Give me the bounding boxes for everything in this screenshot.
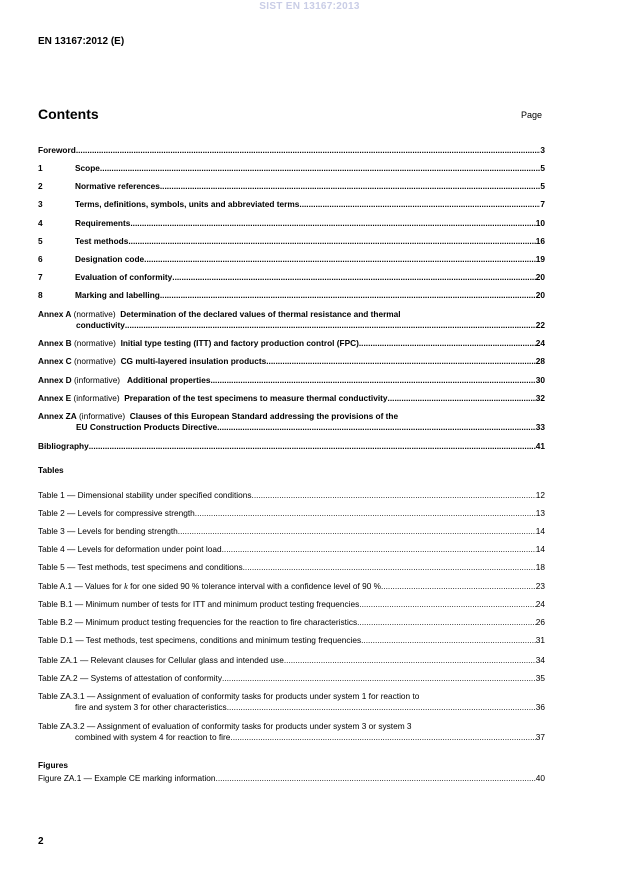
toc-page: 14 xyxy=(535,544,545,554)
toc-page: 20 xyxy=(535,272,545,282)
watermark: SIST EN 13167:2013 xyxy=(259,1,360,12)
toc-table-entry[interactable] xyxy=(38,562,545,573)
figure-label: Figure ZA.1 — Example CE marking information xyxy=(38,773,216,783)
toc-page: 36 xyxy=(535,702,545,712)
toc-entry-annex-c[interactable] xyxy=(38,356,545,367)
toc-entry-bibliography[interactable] xyxy=(38,441,545,452)
leader-dots xyxy=(230,732,535,743)
leader-dots xyxy=(222,673,536,684)
toc-page: 16 xyxy=(535,236,545,246)
leader-dots xyxy=(252,490,536,501)
annex-type: (informative) xyxy=(73,393,120,403)
leader-dots xyxy=(144,254,536,265)
toc-table-entry[interactable] xyxy=(38,508,545,519)
toc-page: 12 xyxy=(535,490,545,500)
toc-entry-annex-a[interactable] xyxy=(38,309,545,331)
annex-type: (normative) xyxy=(73,338,116,348)
toc-number: 4 xyxy=(38,218,43,228)
toc-page: 28 xyxy=(535,356,545,366)
toc-label: Scope xyxy=(75,163,100,173)
toc-table-entry[interactable] xyxy=(38,599,545,610)
toc-label: Evaluation of conformity xyxy=(75,272,173,282)
table-label: Table 3 — Levels for bending strength xyxy=(38,526,178,536)
toc-page: 33 xyxy=(535,422,545,432)
table-label: Table B.1 — Minimum number of tests for ITT and minimum product testing frequencies xyxy=(38,599,360,609)
leader-dots xyxy=(266,356,536,367)
leader-dots xyxy=(195,508,536,519)
toc-page: 24 xyxy=(535,599,545,609)
toc-label: Marking and labelling xyxy=(75,290,160,300)
document-id: EN 13167:2012 (E) xyxy=(38,36,125,47)
toc-page: 35 xyxy=(535,673,545,683)
leader-dots xyxy=(222,544,536,555)
toc-page: 26 xyxy=(535,617,545,627)
toc-label: Normative references xyxy=(75,181,160,191)
toc-table-entry[interactable] xyxy=(38,691,545,713)
annex-type: (informative) xyxy=(73,375,121,385)
table-label: Table 4 — Levels for deformation under point load xyxy=(38,544,222,554)
toc-entry-4[interactable] xyxy=(38,218,545,229)
contents-title: Contents xyxy=(38,106,99,122)
annex-number: Annex ZA xyxy=(38,411,77,421)
toc-table-entry[interactable] xyxy=(38,655,545,666)
toc-entry-annex-e[interactable] xyxy=(38,393,545,404)
toc-entry-7[interactable] xyxy=(38,272,545,283)
italic-symbol: k xyxy=(124,582,128,591)
toc-page: 34 xyxy=(535,655,545,665)
table-label: Table ZA.2 — Systems of attestation of conformity xyxy=(38,673,222,683)
annex-number: Annex A xyxy=(38,309,72,319)
leader-dots xyxy=(299,199,540,210)
leader-dots xyxy=(284,655,536,666)
toc-label: Test methods xyxy=(75,236,129,246)
toc-label: CG multi-layered insulation products xyxy=(120,356,267,366)
toc-page: 23 xyxy=(535,581,545,591)
leader-dots xyxy=(160,290,536,301)
leader-dots xyxy=(89,441,536,452)
annex-number: Annex D xyxy=(38,375,72,385)
annex-number: Annex E xyxy=(38,393,72,403)
page-number: 2 xyxy=(38,836,44,847)
toc-entry-2[interactable] xyxy=(38,181,545,192)
toc-label: Terms, definitions, symbols, units and abbreviated terms xyxy=(75,199,300,209)
toc-entry-annex-za[interactable] xyxy=(38,411,545,433)
leader-dots xyxy=(357,617,536,628)
toc-page: 30 xyxy=(535,375,545,385)
table-label-continued: for one sided 90 % tolerance interval with a confidence level of 90 % xyxy=(130,581,382,591)
leader-dots xyxy=(128,236,535,247)
toc-page: 13 xyxy=(535,508,545,518)
annex-type: (normative) xyxy=(73,356,116,366)
leader-dots xyxy=(388,393,536,404)
toc-page: 5 xyxy=(540,181,545,191)
table-label-continued: combined with system 4 for reaction to fire xyxy=(75,732,231,742)
table-label: Table 1 — Dimensional stability under specified conditions xyxy=(38,490,252,500)
toc-number: 7 xyxy=(38,272,43,282)
annex-type: (normative) xyxy=(73,309,116,319)
toc-label: Foreword xyxy=(38,145,76,155)
leader-dots xyxy=(227,702,536,713)
toc-label: Determination of the declared values of thermal resistance and thermal xyxy=(120,309,401,319)
leader-dots xyxy=(216,773,536,784)
toc-entry-8[interactable] xyxy=(38,290,545,301)
toc-label: Additional properties xyxy=(127,375,211,385)
leader-dots xyxy=(178,526,536,537)
toc-label: Requirements xyxy=(75,218,131,228)
table-label: Table A.1 — Values for xyxy=(38,581,122,591)
toc-page: 40 xyxy=(535,773,545,783)
toc-label-continued: EU Construction Products Directive xyxy=(76,422,218,432)
annex-number: Annex B xyxy=(38,338,72,348)
table-label: Table ZA.1 — Relevant clauses for Cellular glass and intended use xyxy=(38,655,284,665)
toc-label-continued: conductivity xyxy=(76,320,125,330)
toc-figure-entry[interactable] xyxy=(38,773,545,784)
toc-number: 8 xyxy=(38,290,43,300)
table-label-continued: fire and system 3 for other characteristics xyxy=(75,702,227,712)
toc-page: 24 xyxy=(535,338,545,348)
leader-dots xyxy=(217,422,536,433)
table-label: Table 5 — Test methods, test specimens and conditions xyxy=(38,562,243,572)
toc-number: 5 xyxy=(38,236,43,246)
toc-table-entry[interactable] xyxy=(38,635,545,646)
toc-page: 3 xyxy=(540,145,545,155)
toc-label: Preparation of the test specimens to measure thermal conductivity xyxy=(124,393,388,403)
toc-page: 32 xyxy=(535,393,545,403)
table-label: Table B.2 — Minimum product testing frequencies for the reaction to fire characteristics xyxy=(38,617,358,627)
leader-dots xyxy=(130,218,535,229)
toc-number: 6 xyxy=(38,254,43,264)
page-column-label: Page xyxy=(521,110,543,120)
leader-dots xyxy=(160,181,541,192)
toc-entry-annex-b[interactable] xyxy=(38,338,545,349)
toc-page: 41 xyxy=(535,441,545,451)
toc-label: Designation code xyxy=(75,254,145,264)
toc-label: Bibliography xyxy=(38,441,89,451)
toc-entry-annex-d[interactable] xyxy=(38,375,545,386)
toc-page: 10 xyxy=(535,218,545,228)
annex-number: Annex C xyxy=(38,356,72,366)
toc-page: 14 xyxy=(535,526,545,536)
toc-label: Initial type testing (ITT) and factory production control (FPC) xyxy=(120,338,359,348)
toc-page: 37 xyxy=(535,732,545,742)
toc-number: 2 xyxy=(38,181,43,191)
toc-table-entry[interactable] xyxy=(38,526,545,537)
toc-table-entry[interactable] xyxy=(38,617,545,628)
toc-page: 7 xyxy=(540,199,545,209)
toc-entry-1[interactable] xyxy=(38,163,545,174)
table-label: Table D.1 — Test methods, test specimens, conditions and minimum testing frequencies xyxy=(38,635,362,645)
toc-entry-3[interactable] xyxy=(38,199,545,210)
toc-entry-5[interactable] xyxy=(38,236,545,247)
leader-dots xyxy=(125,320,536,331)
toc-entry-foreword[interactable] xyxy=(38,145,545,156)
table-label: Table 2 — Levels for compressive strength xyxy=(38,508,195,518)
toc-table-entry[interactable] xyxy=(38,673,545,684)
leader-dots xyxy=(210,375,535,386)
leader-dots xyxy=(359,599,536,610)
toc-number: 1 xyxy=(38,163,43,173)
leader-dots xyxy=(100,163,540,174)
toc-table-entry[interactable] xyxy=(38,490,545,501)
toc-label: Clauses of this European Standard addressing the provisions of the xyxy=(129,411,399,421)
leader-dots xyxy=(359,338,536,349)
toc-number: 3 xyxy=(38,199,43,209)
toc-page: 18 xyxy=(535,562,545,572)
annex-type: (informative) xyxy=(79,411,126,421)
toc-page: 31 xyxy=(535,635,545,645)
toc-entry-6[interactable] xyxy=(38,254,545,265)
toc-page: 19 xyxy=(535,254,545,264)
toc-page: 22 xyxy=(535,320,545,330)
table-label: Table ZA.3.2 — Assignment of evaluation of conformity tasks for products under system 3 or system 3 xyxy=(38,721,412,731)
tables-heading: Tables xyxy=(38,465,64,475)
leader-dots xyxy=(76,145,541,156)
leader-dots xyxy=(361,635,536,646)
toc-page: 20 xyxy=(535,290,545,300)
figures-heading: Figures xyxy=(38,760,68,770)
toc-table-entry[interactable] xyxy=(38,544,545,555)
table-label: Table ZA.3.1 — Assignment of evaluation of conformity tasks for products under system 1 for reaction to xyxy=(38,691,420,701)
toc-page: 5 xyxy=(540,163,545,173)
leader-dots xyxy=(172,272,536,283)
toc-table-entry[interactable] xyxy=(38,581,545,592)
toc-table-entry[interactable] xyxy=(38,721,545,743)
leader-dots xyxy=(381,581,536,592)
leader-dots xyxy=(243,562,536,573)
